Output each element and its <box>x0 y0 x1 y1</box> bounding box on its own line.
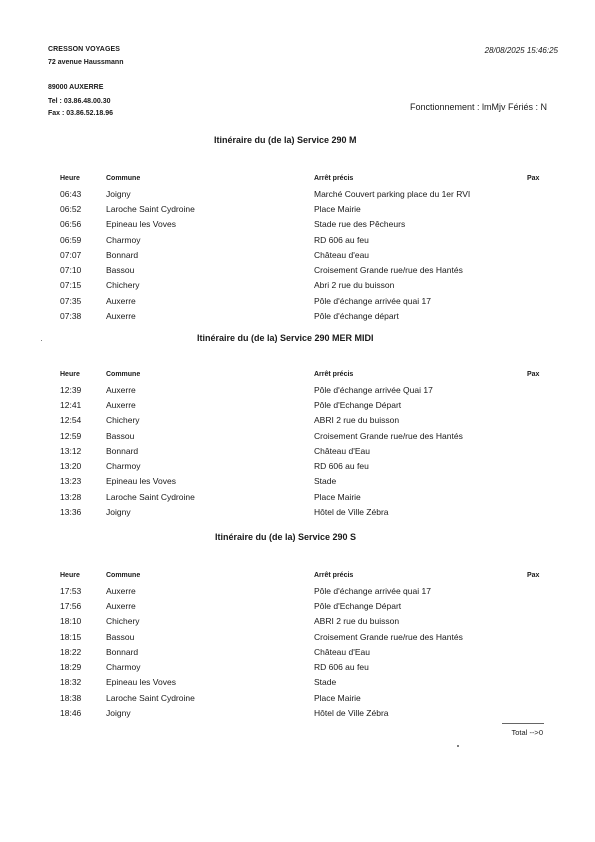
cell-arret: Stade <box>314 677 337 688</box>
table-row <box>60 504 557 519</box>
cell-heure: 18:32 <box>60 677 82 688</box>
cell-heure: 12:39 <box>60 384 82 395</box>
table-row <box>60 397 557 412</box>
table-row <box>60 217 557 232</box>
cell-arret: RD 606 au feu <box>314 234 369 245</box>
section-title: Itinéraire du (de la) Service 290 M <box>214 135 357 145</box>
cell-commune: Bassou <box>106 430 135 441</box>
column-header-arret: Arrêt précis <box>314 174 354 182</box>
cell-arret: RD 606 au feu <box>314 662 369 673</box>
cell-arret: Château d'eau <box>314 249 370 260</box>
cell-pax <box>527 247 557 262</box>
cell-heure: 07:10 <box>60 265 82 276</box>
cell-commune: Laroche Saint Cydroine <box>106 491 195 502</box>
company-phone: Tel : 03.86.48.00.30 <box>48 98 111 105</box>
cell-arret: ABRI 2 rue du buisson <box>314 415 400 426</box>
cell-commune: Joigny <box>106 507 131 518</box>
table-row <box>60 458 557 473</box>
cell-commune: Bonnard <box>106 445 139 456</box>
cell-commune: Bonnard <box>106 646 139 657</box>
cell-commune: Joigny <box>106 708 131 719</box>
column-header-heure: Heure <box>60 174 80 182</box>
cell-arret: Croisement Grande rue/rue des Hantés <box>314 265 463 276</box>
table-row <box>60 413 557 428</box>
cell-heure: 07:15 <box>60 280 82 291</box>
cell-heure: 07:07 <box>60 249 82 260</box>
cell-pax <box>527 675 557 690</box>
cell-pax <box>527 397 557 412</box>
cell-arret: Place Mairie <box>314 491 361 502</box>
cell-commune: Joigny <box>106 188 131 199</box>
column-header-arret: Arrêt précis <box>314 370 354 378</box>
cell-commune: Laroche Saint Cydroine <box>106 203 195 214</box>
cell-arret: Pôle d'échange départ <box>314 311 399 322</box>
column-header-pax: Pax <box>527 370 540 378</box>
table-row <box>60 614 557 629</box>
column-header-pax: Pax <box>527 571 540 579</box>
table-header-row <box>60 170 557 186</box>
cell-heure: 12:54 <box>60 415 82 426</box>
table-row <box>60 705 557 720</box>
cell-arret: ABRI 2 rue du buisson <box>314 616 400 627</box>
cell-heure: 12:59 <box>60 430 82 441</box>
table-row <box>60 201 557 216</box>
table-row <box>60 382 557 397</box>
cell-commune: Charmoy <box>106 662 141 673</box>
cell-commune: Charmoy <box>106 461 141 472</box>
cell-heure: 07:38 <box>60 311 82 322</box>
cell-pax <box>527 458 557 473</box>
column-header-commune: Commune <box>106 370 141 378</box>
scan-speck <box>41 340 42 341</box>
cell-heure: 13:12 <box>60 445 82 456</box>
cell-heure: 17:53 <box>60 585 82 596</box>
table-row <box>60 443 557 458</box>
cell-commune: Auxerre <box>106 585 136 596</box>
cell-arret: Abri 2 rue du buisson <box>314 280 395 291</box>
scan-speck <box>457 745 459 747</box>
cell-heure: 18:29 <box>60 662 82 673</box>
cell-arret: Marché Couvert parking place du 1er RVI <box>314 188 471 199</box>
cell-pax <box>527 443 557 458</box>
column-header-heure: Heure <box>60 370 80 378</box>
schedule-table <box>60 366 557 520</box>
cell-heure: 13:20 <box>60 461 82 472</box>
column-header-commune: Commune <box>106 571 141 579</box>
cell-commune: Auxerre <box>106 600 136 611</box>
cell-commune: Charmoy <box>106 234 141 245</box>
cell-pax <box>527 504 557 519</box>
cell-arret: Pôle d'échange arrivée Quai 17 <box>314 384 433 395</box>
cell-arret: Pôle d'échange arrivée quai 17 <box>314 295 431 306</box>
cell-heure: 17:56 <box>60 600 82 611</box>
schedule-table <box>60 567 557 721</box>
cell-arret: Stade rue des Pêcheurs <box>314 219 406 230</box>
table-header-row <box>60 567 557 583</box>
table-row <box>60 489 557 504</box>
cell-heure: 06:43 <box>60 188 82 199</box>
cell-pax <box>527 413 557 428</box>
table-row <box>60 186 557 201</box>
company-address-city: 89000 AUXERRE <box>48 84 104 91</box>
cell-pax <box>527 382 557 397</box>
column-header-commune: Commune <box>106 174 141 182</box>
cell-arret: Pôle d'Echange Départ <box>314 399 402 410</box>
column-header-pax: Pax <box>527 174 540 182</box>
cell-heure: 06:52 <box>60 203 82 214</box>
cell-pax <box>527 489 557 504</box>
cell-arret: Pôle d'Echange Départ <box>314 600 402 611</box>
cell-commune: Bassou <box>106 265 135 276</box>
cell-arret: RD 606 au feu <box>314 461 369 472</box>
cell-commune: Chichery <box>106 280 140 291</box>
cell-heure: 18:10 <box>60 616 82 627</box>
cell-heure: 13:28 <box>60 491 82 502</box>
cell-pax <box>527 474 557 489</box>
cell-commune: Auxerre <box>106 295 136 306</box>
cell-commune: Chichery <box>106 616 140 627</box>
cell-arret: Hôtel de Ville Zébra <box>314 708 389 719</box>
company-address-street: 72 avenue Haussmann <box>48 59 124 66</box>
cell-commune: Auxerre <box>106 384 136 395</box>
table-row <box>60 474 557 489</box>
cell-heure: 06:56 <box>60 219 82 230</box>
company-name: CRESSON VOYAGES <box>48 46 121 53</box>
cell-pax <box>527 629 557 644</box>
print-datetime: 28/08/2025 15:46:25 <box>484 46 558 55</box>
company-fax: Fax : 03.86.52.18.96 <box>48 110 113 117</box>
cell-arret: Pôle d'échange arrivée quai 17 <box>314 585 431 596</box>
cell-commune: Auxerre <box>106 399 136 410</box>
column-header-arret: Arrêt précis <box>314 571 354 579</box>
cell-arret: Croisement Grande rue/rue des Hantés <box>314 430 463 441</box>
table-row <box>60 644 557 659</box>
operating-days: Fonctionnement : lmMjv Fériés : N <box>409 102 547 112</box>
table-row <box>60 428 557 443</box>
cell-pax <box>527 278 557 293</box>
section-title: Itinéraire du (de la) Service 290 MER MIDI <box>197 333 374 343</box>
cell-heure: 18:46 <box>60 708 82 719</box>
table-row <box>60 247 557 262</box>
cell-pax <box>527 217 557 232</box>
cell-arret: Hôtel de Ville Zébra <box>314 507 389 518</box>
cell-arret: Place Mairie <box>314 203 361 214</box>
cell-commune: Laroche Saint Cydroine <box>106 692 195 703</box>
table-header-row <box>60 366 557 382</box>
column-header-heure: Heure <box>60 571 80 579</box>
section-title: Itinéraire du (de la) Service 290 S <box>215 532 357 542</box>
table-row <box>60 293 557 308</box>
cell-commune: Epineau les Voves <box>106 219 176 230</box>
cell-commune: Chichery <box>106 415 140 426</box>
cell-commune: Bonnard <box>106 249 139 260</box>
cell-pax <box>527 262 557 277</box>
table-row <box>60 583 557 598</box>
cell-commune: Auxerre <box>106 311 136 322</box>
cell-pax <box>527 644 557 659</box>
cell-pax <box>527 690 557 705</box>
table-row <box>60 308 557 323</box>
cell-pax <box>527 598 557 613</box>
cell-heure: 18:22 <box>60 646 82 657</box>
cell-pax <box>527 308 557 323</box>
cell-arret: Place Mairie <box>314 692 361 703</box>
cell-heure: 13:23 <box>60 476 82 487</box>
cell-arret: Château d'Eau <box>314 445 370 456</box>
table-row <box>60 598 557 613</box>
pax-total: Total -->0 <box>511 728 543 737</box>
cell-pax <box>527 614 557 629</box>
cell-pax <box>527 705 557 720</box>
cell-heure: 18:15 <box>60 631 82 642</box>
cell-arret: Croisement Grande rue/rue des Hantés <box>314 631 463 642</box>
cell-commune: Bassou <box>106 631 135 642</box>
cell-heure: 18:38 <box>60 692 82 703</box>
cell-pax <box>527 293 557 308</box>
table-row <box>60 659 557 674</box>
cell-pax <box>527 583 557 598</box>
cell-heure: 12:41 <box>60 399 82 410</box>
table-row <box>60 629 557 644</box>
cell-pax <box>527 428 557 443</box>
table-row <box>60 278 557 293</box>
cell-commune: Epineau les Voves <box>106 677 176 688</box>
cell-pax <box>527 186 557 201</box>
schedule-table <box>60 170 557 324</box>
cell-heure: 07:35 <box>60 295 82 306</box>
cell-pax <box>527 659 557 674</box>
cell-arret: Stade <box>314 476 337 487</box>
table-row <box>60 262 557 277</box>
table-row <box>60 675 557 690</box>
cell-heure: 06:59 <box>60 234 82 245</box>
cell-pax <box>527 232 557 247</box>
cell-arret: Château d'Eau <box>314 646 370 657</box>
table-row <box>60 690 557 705</box>
cell-heure: 13:36 <box>60 507 82 518</box>
total-divider <box>502 723 544 724</box>
cell-commune: Epineau les Voves <box>106 476 176 487</box>
cell-pax <box>527 201 557 216</box>
table-row <box>60 232 557 247</box>
